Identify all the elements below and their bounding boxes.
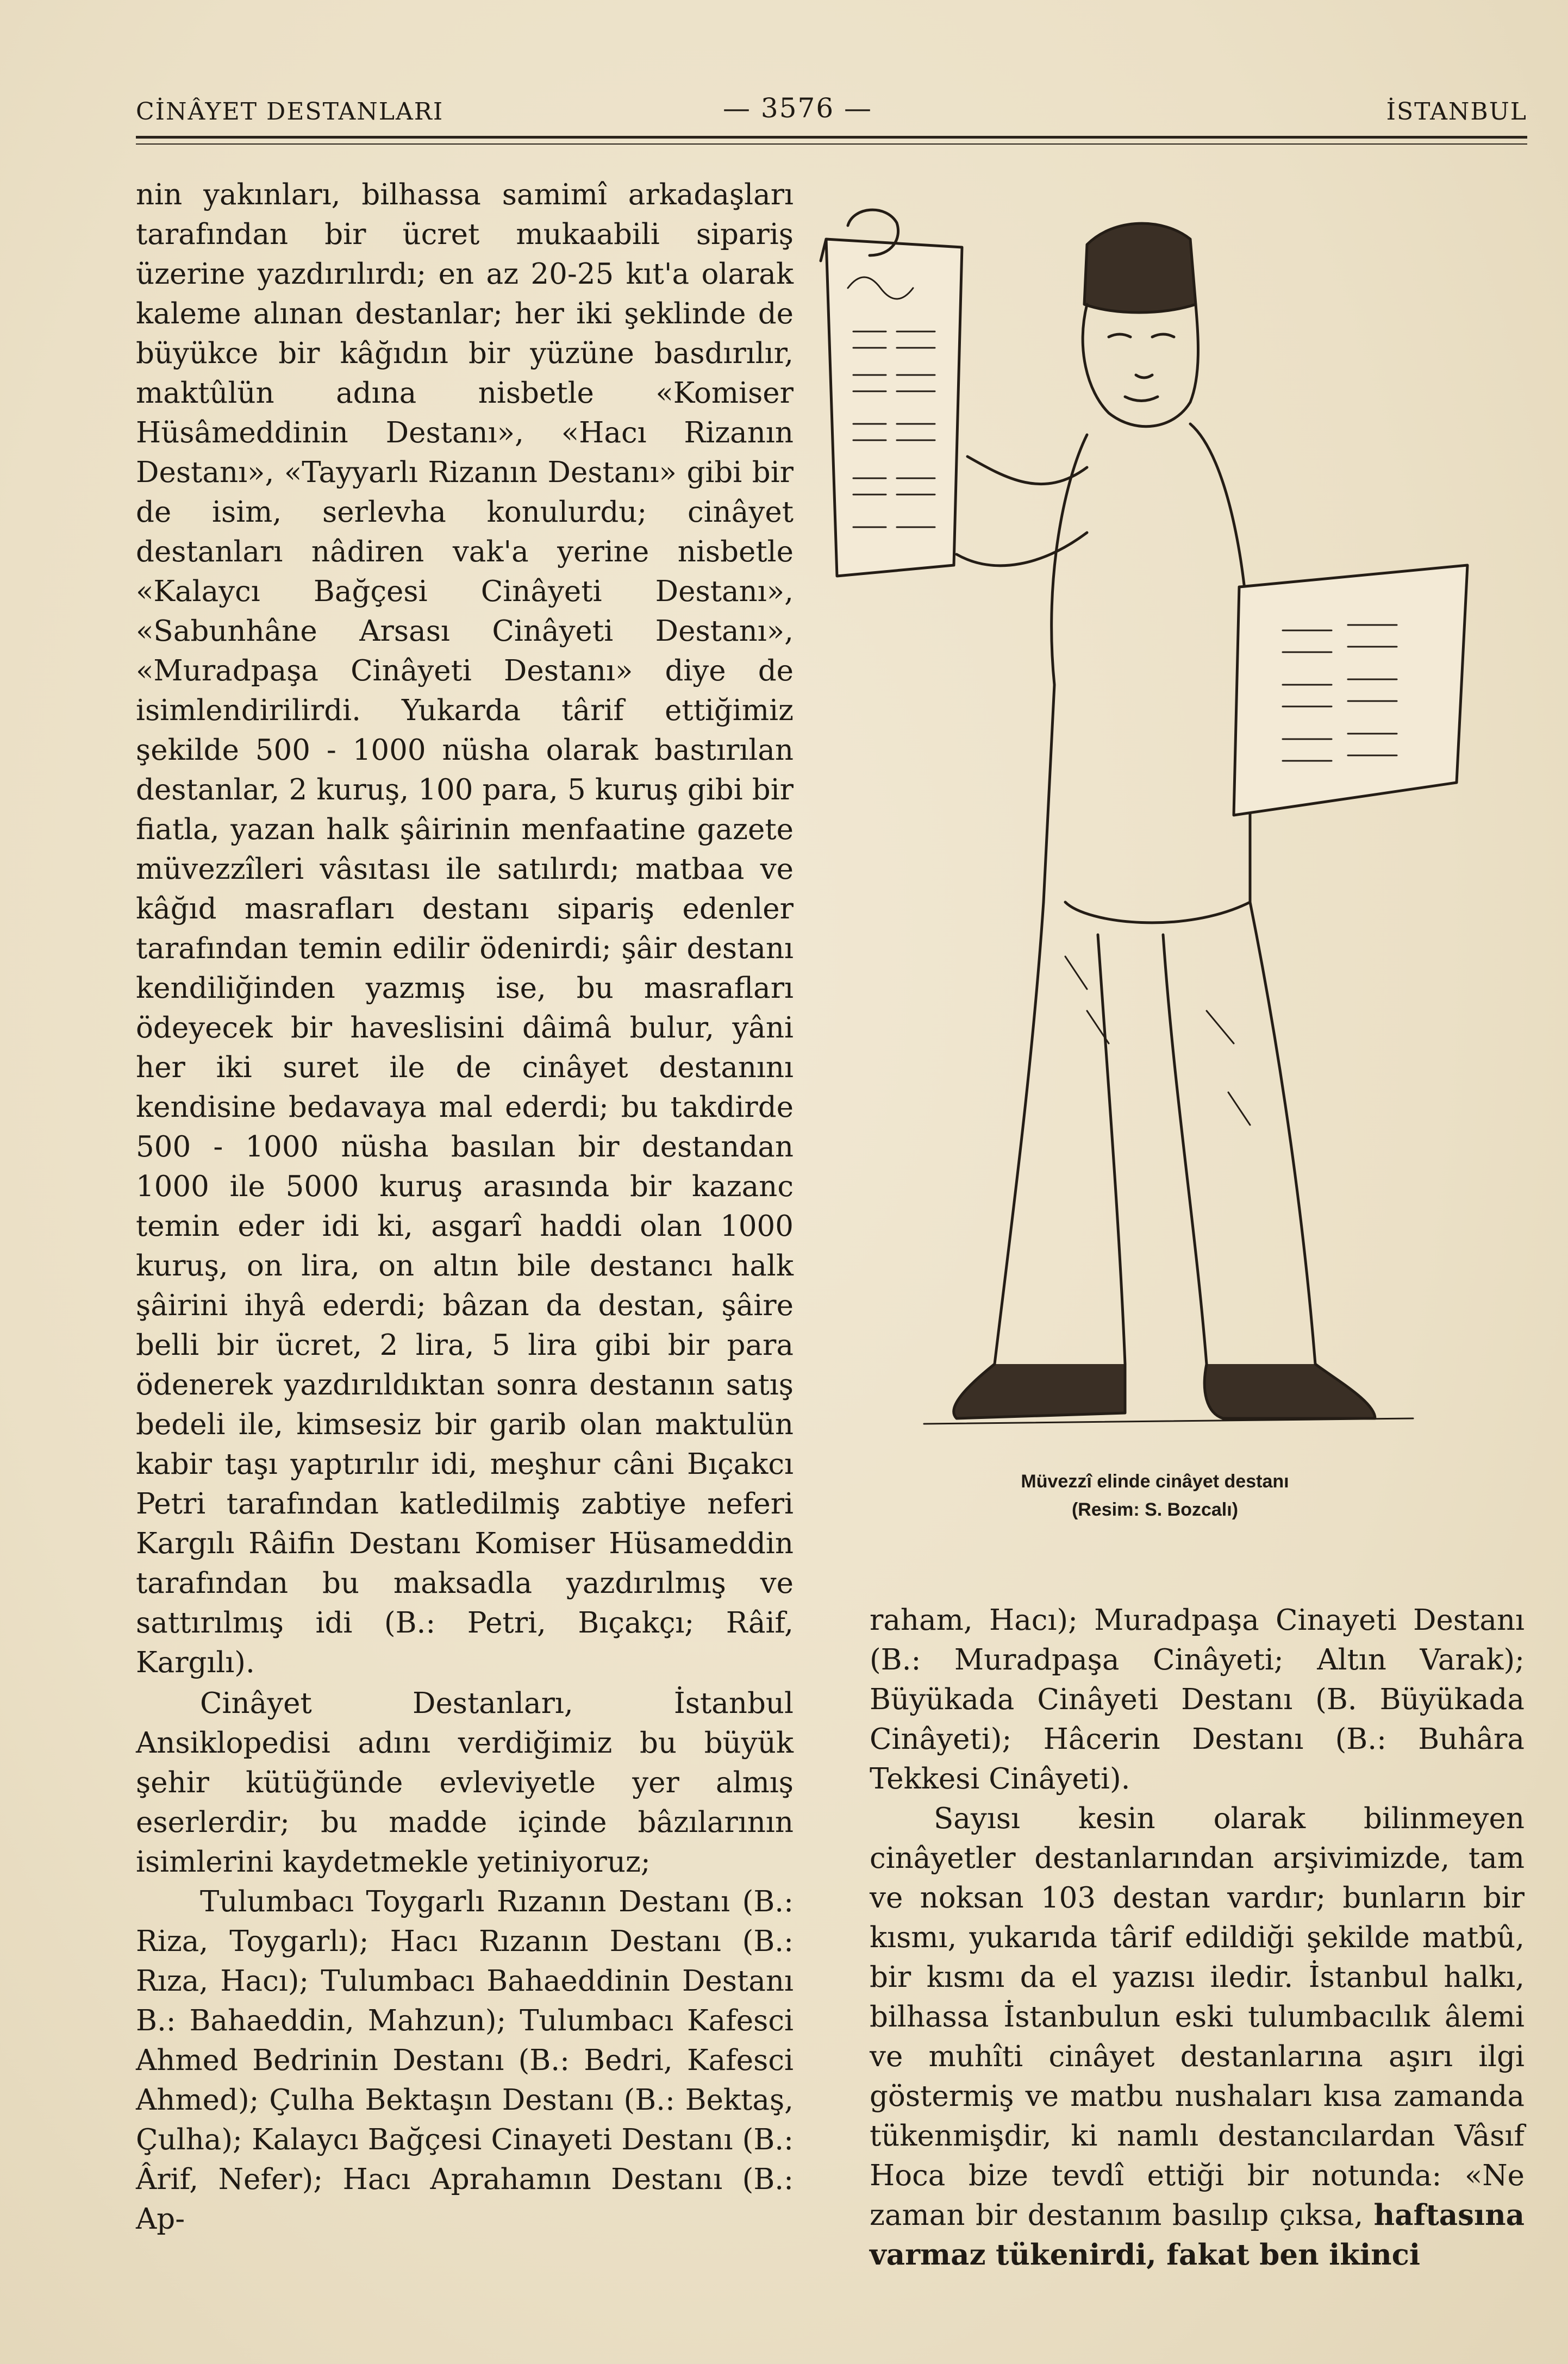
left-column-bottom [136,1684,794,2239]
running-section: İSTANBUL [1386,98,1527,126]
caption-title: Müvezzî elinde cinâyet destanı [1021,1471,1289,1492]
right-column [870,1600,1525,2275]
page-header [125,76,1527,141]
newsboy-illustration [761,196,1544,1505]
header-rule-thin [136,143,1527,145]
page-number: — 3576 — [723,92,873,124]
left-column-top [136,175,794,1683]
paragraph-destan-list-cont: raham, Hacı); Muradpaşa Cinayeti Destanı (B.: Muradpaşa Cinâyeti; Altın Varak); Büyükada Cinâyeti Destanı (B. Büyükada Cinâyeti); Hâcerin Destanı (B.: Buhâra Tekkesi Cinâyeti). [870,1604,1525,1796]
arsiv-text-bold: haftasına varmaz tükenirdi, fakat ben ikinci [870,2198,1525,2272]
running-title: CİNÂYET DESTANLARI [136,98,444,126]
caption-credit: (Resim: S. Bozcalı) [1071,1499,1239,1520]
header-rule-thick [136,136,1527,139]
paragraph-destan-list: Tulumbacı Toygarlı Rızanın Destanı (B.: Riza, Toygarlı); Hacı Rızanın Destanı (B.: Rıza, Hacı); Tulumbacı Bahaeddinin Destanı B.: Bahaeddin, Mahzun); Tulumbacı Kafesci Ahmed Bedrinin Destanı (B.: Bedri, Kafesci Ahmed); Çulha Bektaşın Destanı (B.: Bektaş, Çulha); Kalaycı Bağçesi Cinayeti Destanı (B.: Ârif, Nefer); Hacı Aprahamın Destanı (B.: Ap- [136,1885,794,2236]
paragraph-ansiklopedi: Cinâyet Destanları, İstanbul Ansiklopedisi adını verdiğimiz bu büyük şehir kütüğünde evleviyetle yer almış eserlerdir; bu madde içinde bâzılarının isimlerini kaydetmekle yetiniyoruz; [136,1687,794,1879]
paragraph-arsiv [870,1799,1525,2275]
arsiv-text: Sayısı kesin olarak bilinmeyen cinâyetler destanlarından arşivimizde, tam ve noksan 103 destan vardır; bunların bir kısmı, yukarıda târif edildiği şekilde matbû, bir kısmı da el yazısı iledir. İstanbul halkı, bilhassa İstanbulun eski tulumbacılık âlemi ve muhîti cinâyet destanlarına aşırı ilgi göstermiş ve matbu nushaları kısa zamanda tükenmişdir, ki namlı destancılardan Vâsıf Hoca bize tevdî ettiği bir notunda: «Ne zaman bir destanım basılıp çıksa, [870,1802,1525,2232]
figure-caption [848,1467,1462,1524]
paragraph-destan-siparis: nin yakınları, bilhassa samimî arkadaşları tarafından bir ücret mukaabili sipariş üzerine yazdırılırdı; en az 20-25 kıt'a olarak kaleme alınan destanlar; her iki şeklinde de büyükce bir kâğıdın bir yüzüne basdırılır, maktûlün adına nisbetle «Komiser Hüsâmeddinin Destanı», «Hacı Rizanın Destanı», «Tayyarlı Rizanın Destanı» gibi bir de isim, serlevha konulurdu; cinâyet destanları nâdiren vak'a yerine nisbetle «Kalaycı Bağçesi Cinâyeti Destanı», «Sabunhâne Arsası Cinâyeti Destanı», «Muradpaşa Cinâyeti Destanı» diye de isimlendirilirdi. Yukarda târif ettiğimiz şekilde 500 - 1000 nüsha olarak bastırılan destanlar, 2 kuruş, 100 para, 5 kuruş gibi bir fiatla, yazan halk şâirinin menfaatine gazete müvezzîleri vâsıtası ile satılırdı; matbaa ve kâğıd masrafları destanı sipariş edenler tarafından temin edilir ödenirdi; şâir destanı kendiliğinden yazmış ise, bu masrafları ödeyecek bir haveslisini dâimâ bulur, yâni her iki suret ile de cinâyet destanını kendisine bedavaya mal ederdi; bu takdirde 500 - 1000 nüsha basılan bir destandan 1000 ile 5000 kuruş arasında bir kazanc temin eder idi ki, asgarî haddi olan 1000 kuruş, on lira, on altın bile destancı halk şâirini ihyâ ederdi; bâzan da destan, şâire belli bir ücret, 2 lira, 5 lira gibi bir para ödenerek yazdırıldıktan sonra destanın satış bedeli ile, kimsesiz bir garib olan maktulün kabir taşı yaptırılır idi, meşhur câni Bıçakcı Petri tarafından katledilmiş zabtiye neferi Kargılı Râifin Destanı Komiser Hüsameddin tarafından bu maksadla yazdırılmış ve sattırılmış idi (B.: Petri, Bıçakçı; Râif, Kargılı). [136,178,794,1679]
